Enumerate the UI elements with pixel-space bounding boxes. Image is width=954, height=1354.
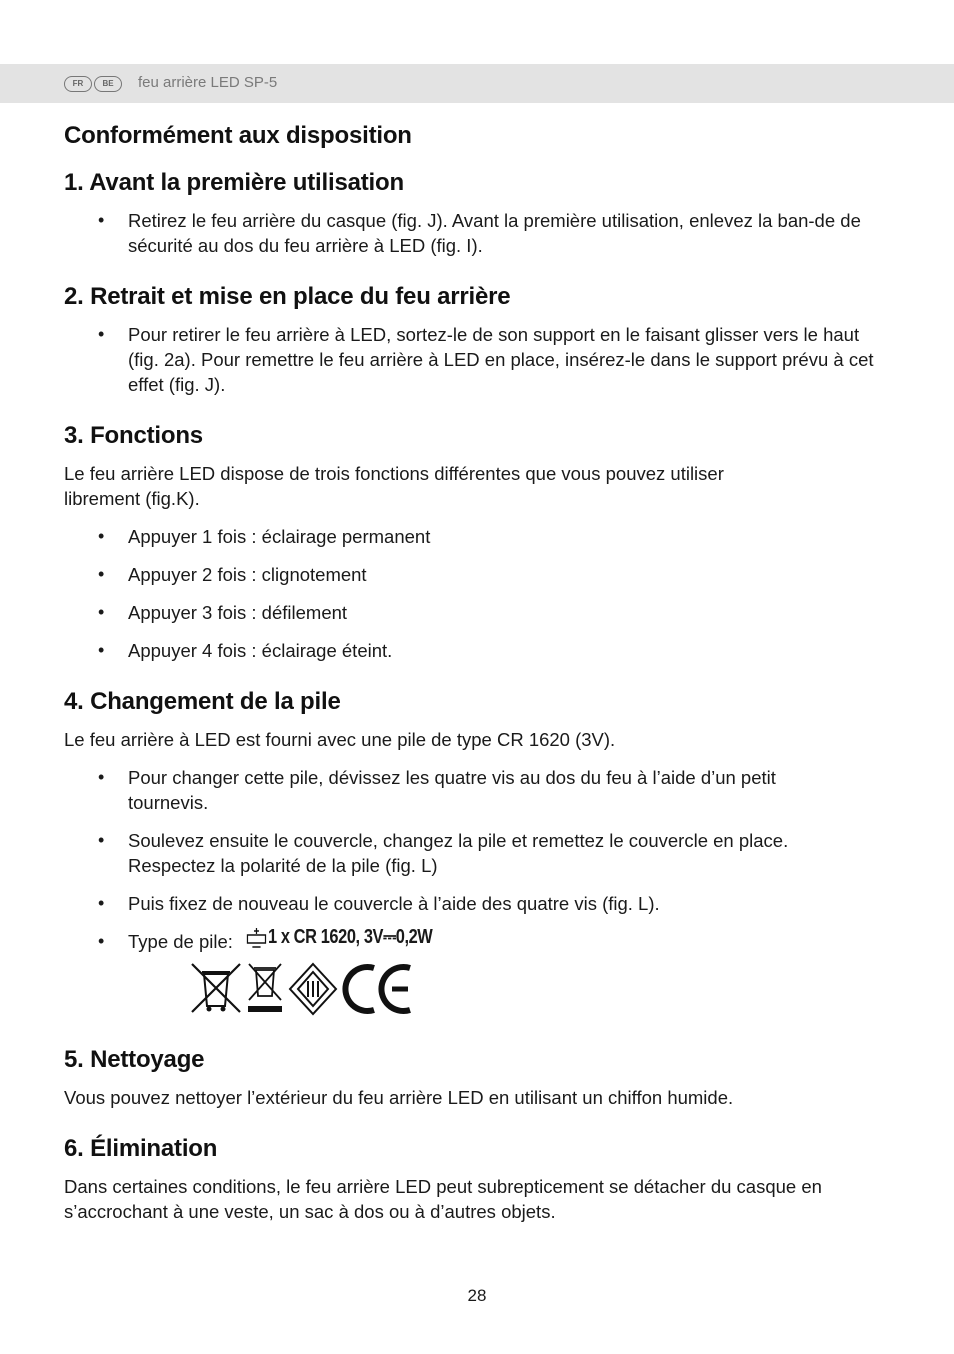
class-iii-icon xyxy=(288,962,338,1016)
section-3 xyxy=(64,422,876,663)
section-paragraph: Vous pouvez nettoyer l’extérieur du feu arrière LED en utilisant un chiffon humide. xyxy=(64,1087,734,1108)
crossed-bin-icon xyxy=(190,962,242,1016)
list-item: • Pour retirer le feu arrière à LED, sortez-le de son support en le faisant glisser vers le haut (fig. 2a). Pour remettre le feu arrière à LED en place, insérez-le dans le support prévu à cet effet (fig. J). xyxy=(64,322,876,397)
ce-mark-icon xyxy=(342,962,414,1016)
section-6 xyxy=(64,1135,876,1224)
battery-type-label: • Type de pile: xyxy=(128,931,233,952)
section-title: 4. Changement de la pile xyxy=(64,688,341,715)
section-paragraph: Le feu arrière LED dispose de trois fonctions différentes que vous pouvez utiliser librement (fig.K). xyxy=(64,463,724,509)
section-5 xyxy=(64,1046,876,1110)
battery-spec-text: 1 x CR 1620, 3V⎓0,2W xyxy=(267,926,433,948)
list-item: • Retirez le feu arrière du casque (fig. J). Avant la première utilisation, enlevez la ban-de de sécurité au dos du feu arrière à LED (fig. I). xyxy=(64,208,876,258)
list-item: • Appuyer 2 fois : clignotement xyxy=(64,562,876,587)
list-item: • Soulevez ensuite le couvercle, changez la pile et remettez le couvercle en place. Respectez la polarité de la pile (fig. L) xyxy=(64,828,876,878)
list-item: • Appuyer 3 fois : défilement xyxy=(64,600,876,625)
page-content xyxy=(64,122,876,1237)
page-number: 28 xyxy=(467,1286,487,1305)
list-item: • Pour changer cette pile, dévissez les quatre vis au dos du feu à l’aide d’un petit tournevis. xyxy=(64,765,876,815)
compliance-symbols xyxy=(190,962,876,1016)
badge-fr: FR xyxy=(64,76,92,92)
country-badges xyxy=(64,76,122,92)
section-4 xyxy=(64,688,876,1016)
section-2 xyxy=(64,283,876,397)
section-title: 5. Nettoyage xyxy=(64,1046,205,1073)
list-item: • Appuyer 1 fois : éclairage permanent xyxy=(64,524,876,549)
section-1 xyxy=(64,169,876,258)
battery-icon xyxy=(245,927,268,949)
list-item: • Appuyer 4 fois : éclairage éteint. xyxy=(64,638,876,663)
intro-title: Conformément aux disposition xyxy=(64,122,412,149)
section-title: 1. Avant la première utilisation xyxy=(64,169,404,196)
battery-spec xyxy=(245,925,432,950)
section-paragraph: Le feu arrière à LED est fourni avec une pile de type CR 1620 (3V). xyxy=(64,729,616,750)
section-title: 3. Fonctions xyxy=(64,422,203,449)
section-title: 6. Élimination xyxy=(64,1135,218,1162)
header-title: feu arrière LED SP-5 xyxy=(138,74,278,91)
list-item: • Puis fixez de nouveau le couvercle à l’aide des quatre vis (fig. L). xyxy=(64,891,876,916)
badge-be: BE xyxy=(94,76,122,92)
section-paragraph: Dans certaines conditions, le feu arrière LED peut subrepticement se détacher du casque en s’accrochant à une veste, un sac à dos ou à d’autres objets. xyxy=(64,1176,822,1222)
page-header xyxy=(0,64,954,103)
section-title: 2. Retrait et mise en place du feu arrière xyxy=(64,283,511,310)
battery-type-item xyxy=(64,926,876,954)
crossed-bin-bar-icon xyxy=(246,962,284,1016)
